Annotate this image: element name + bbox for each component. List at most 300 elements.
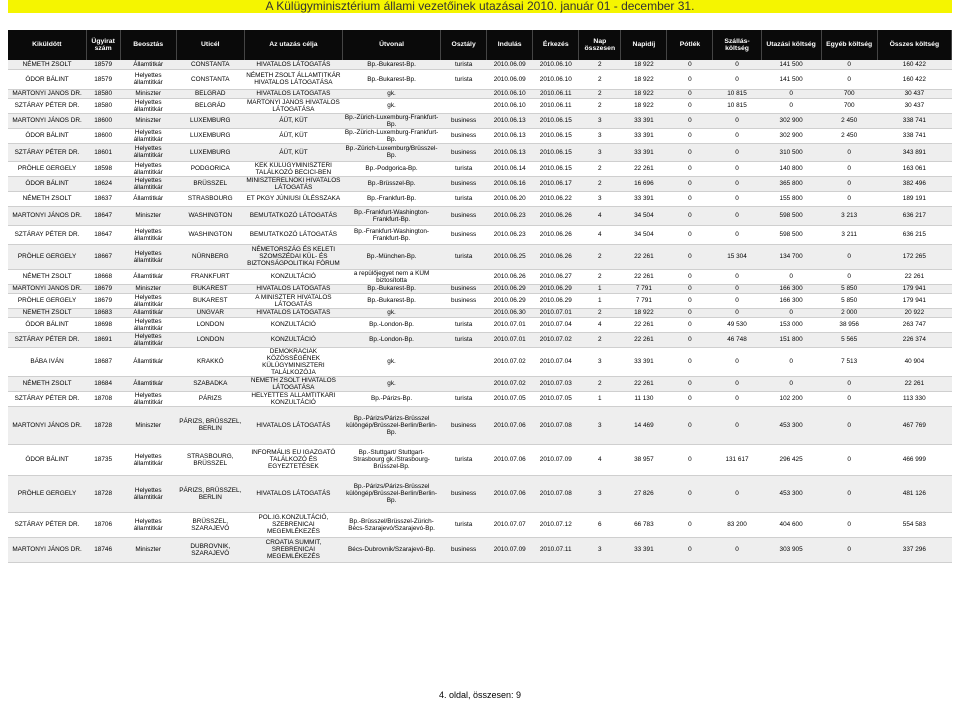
table-cell: 160 422 bbox=[877, 69, 951, 89]
table-cell: turista bbox=[441, 512, 487, 537]
table-cell: MARTONYI JÁNOS DR. bbox=[8, 406, 86, 444]
table-cell: 2010.06.13 bbox=[487, 143, 533, 161]
table-cell: Államtitkár bbox=[120, 191, 176, 206]
table-cell: 338 741 bbox=[877, 113, 951, 128]
table-cell: 18624 bbox=[86, 176, 120, 191]
table-cell: 0 bbox=[713, 225, 761, 244]
table-cell: 2010.06.14 bbox=[487, 161, 533, 176]
table-cell: 598 500 bbox=[761, 206, 821, 225]
table-cell: 22 261 bbox=[621, 244, 667, 269]
table-cell: gk. bbox=[342, 89, 440, 98]
table-cell: MARTONYI JÁNOS DR. bbox=[8, 89, 86, 98]
table-cell: 33 391 bbox=[621, 537, 667, 562]
table-cell: 18600 bbox=[86, 113, 120, 128]
table-cell: 18679 bbox=[86, 293, 120, 308]
table-cell: HIVATALOS LÁTOGATÁS bbox=[244, 60, 342, 69]
table-cell: 33 391 bbox=[621, 347, 667, 376]
table-cell: BELGRÁD bbox=[176, 98, 244, 113]
table-cell: business bbox=[441, 225, 487, 244]
table-cell: A MINISZTER HIVATALOS LÁTOGATÁS bbox=[244, 293, 342, 308]
table-cell bbox=[441, 98, 487, 113]
table-cell: LONDON bbox=[176, 317, 244, 332]
table-cell: 18580 bbox=[86, 89, 120, 98]
table-cell: 0 bbox=[713, 161, 761, 176]
column-header: Egyéb költség bbox=[821, 30, 877, 60]
table-cell: 153 000 bbox=[761, 317, 821, 332]
table-cell: Államtitkár bbox=[120, 376, 176, 391]
table-cell: 2010.07.06 bbox=[487, 406, 533, 444]
table-cell: Helyettes államtitkár bbox=[120, 98, 176, 113]
table-cell: Helyettes államtitkár bbox=[120, 512, 176, 537]
table-cell: 2010.07.02 bbox=[487, 347, 533, 376]
table-cell: 0 bbox=[713, 191, 761, 206]
table-cell: HIVATALOS LÁTOGATÁS bbox=[244, 406, 342, 444]
column-header: Beosztás bbox=[120, 30, 176, 60]
table-cell: 18683 bbox=[86, 308, 120, 317]
table-cell: 0 bbox=[667, 308, 713, 317]
table-cell: 34 504 bbox=[621, 225, 667, 244]
table-cell: 18684 bbox=[86, 376, 120, 391]
table-cell: 22 261 bbox=[621, 269, 667, 284]
table-cell: 3 bbox=[579, 475, 621, 512]
table-cell: 0 bbox=[667, 176, 713, 191]
table-cell: MARTONYI JÁNOS DR. bbox=[8, 113, 86, 128]
table-cell: 18600 bbox=[86, 128, 120, 143]
table-cell: 2010.06.20 bbox=[487, 191, 533, 206]
table-cell: 5 850 bbox=[821, 284, 877, 293]
table-cell: Bécs-Dubrovnik/Szarajevó-Bp. bbox=[342, 537, 440, 562]
table-cell: KONZULTÁCIÓ bbox=[244, 332, 342, 347]
table-cell: 0 bbox=[667, 317, 713, 332]
table-cell: ÓDOR BÁLINT bbox=[8, 128, 86, 143]
table-cell: 2010.06.13 bbox=[487, 128, 533, 143]
table-cell: 2010.06.26 bbox=[533, 225, 579, 244]
table-cell: 263 747 bbox=[877, 317, 951, 332]
table-cell: Helyettes államtitkár bbox=[120, 475, 176, 512]
table-cell: 5 850 bbox=[821, 293, 877, 308]
table-cell: PRÖHLE GERGELY bbox=[8, 161, 86, 176]
table-cell: 18579 bbox=[86, 60, 120, 69]
table-cell: a repülőjegyet nem a KÜM biztosította bbox=[342, 269, 440, 284]
table-cell: BEMUTATKOZÓ LÁTOGATÁS bbox=[244, 225, 342, 244]
table-cell: 4 bbox=[579, 206, 621, 225]
table-cell: 38 957 bbox=[621, 444, 667, 475]
table-cell: 0 bbox=[821, 191, 877, 206]
column-header: Az utazás célja bbox=[244, 30, 342, 60]
table-cell: 0 bbox=[667, 60, 713, 69]
table-cell: 0 bbox=[667, 347, 713, 376]
table-cell: turista bbox=[441, 191, 487, 206]
table-cell: 2010.06.22 bbox=[533, 191, 579, 206]
table-cell: 0 bbox=[713, 308, 761, 317]
table-cell: MARTONYI JÁNOS HIVATALOS LÁTOGATÁSA bbox=[244, 98, 342, 113]
table-cell: gk. bbox=[342, 376, 440, 391]
table-cell: turista bbox=[441, 60, 487, 69]
table-cell: turista bbox=[441, 161, 487, 176]
table-cell: 134 700 bbox=[761, 244, 821, 269]
table-row bbox=[8, 113, 952, 128]
column-header: Szállás-költség bbox=[713, 30, 761, 60]
table-cell: 179 941 bbox=[877, 284, 951, 293]
table-cell: Helyettes államtitkár bbox=[120, 176, 176, 191]
table-cell: 7 791 bbox=[621, 284, 667, 293]
table-cell: NÉMETH ZSOLT ÁLLAMTITKÁR HIVATALOS LÁTOGATÁSA bbox=[244, 69, 342, 89]
table-cell: DEMOKRÁCIÁK KÖZÖSSÉGÉNEK KÜLÜGYMINISZTERI TALÁLKOZÓJA bbox=[244, 347, 342, 376]
table-cell: 2 bbox=[579, 98, 621, 113]
table-cell: Helyettes államtitkár bbox=[120, 391, 176, 406]
table-cell: 2010.07.01 bbox=[533, 308, 579, 317]
table-cell: 11 130 bbox=[621, 391, 667, 406]
table-cell: Bp.-Zürich-Luxemburg/Brüsszel-Bp. bbox=[342, 143, 440, 161]
table-cell: BRÜSSZEL, SZARAJEVÓ bbox=[176, 512, 244, 537]
table-cell: 0 bbox=[713, 376, 761, 391]
table-row bbox=[8, 512, 952, 537]
table-cell: 2010.06.16 bbox=[487, 176, 533, 191]
table-cell: NÉMETH ZSOLT bbox=[8, 376, 86, 391]
table-cell: PRÖHLE GERGELY bbox=[8, 244, 86, 269]
table-cell: 2010.06.23 bbox=[487, 206, 533, 225]
table-cell: 0 bbox=[667, 98, 713, 113]
table-cell: 0 bbox=[761, 347, 821, 376]
table-cell: Bp.-London-Bp. bbox=[342, 332, 440, 347]
table-cell: gk. bbox=[342, 347, 440, 376]
table-cell: BÁBA IVÁN bbox=[8, 347, 86, 376]
table-cell: MARTONYI JÁNOS DR. bbox=[8, 206, 86, 225]
table-cell: LUXEMBURG bbox=[176, 128, 244, 143]
table-cell: Miniszter bbox=[120, 206, 176, 225]
table-cell: 0 bbox=[667, 143, 713, 161]
table-cell: SZTÁRAY PÉTER DR. bbox=[8, 143, 86, 161]
table-row bbox=[8, 161, 952, 176]
table-cell: Államtitkár bbox=[120, 60, 176, 69]
table-cell: 18647 bbox=[86, 206, 120, 225]
table-cell bbox=[441, 347, 487, 376]
table-cell: 30 437 bbox=[877, 89, 951, 98]
table-cell bbox=[441, 376, 487, 391]
table-cell: Helyettes államtitkár bbox=[120, 332, 176, 347]
table-cell: 1 bbox=[579, 293, 621, 308]
table-cell: 302 900 bbox=[761, 113, 821, 128]
table-cell: NÉMETH ZSOLT bbox=[8, 269, 86, 284]
table-row bbox=[8, 60, 952, 69]
table-cell: 0 bbox=[667, 191, 713, 206]
table-cell: 2010.07.02 bbox=[533, 332, 579, 347]
table-cell: 0 bbox=[713, 284, 761, 293]
table-cell: 3 bbox=[579, 113, 621, 128]
table-cell: 296 425 bbox=[761, 444, 821, 475]
table-cell: ÓDOR BÁLINT bbox=[8, 69, 86, 89]
table-cell: 453 300 bbox=[761, 475, 821, 512]
table-cell: 0 bbox=[713, 293, 761, 308]
table-cell: ÓDOR BÁLINT bbox=[8, 317, 86, 332]
table-row bbox=[8, 89, 952, 98]
column-header: Érkezés bbox=[533, 30, 579, 60]
table-cell: Helyettes államtitkár bbox=[120, 161, 176, 176]
table-cell: ET PKGY JÚNIUSI ÜLÉSSZAKA bbox=[244, 191, 342, 206]
table-cell: BEMUTATKOZÓ LÁTOGATÁS bbox=[244, 206, 342, 225]
table-cell: 0 bbox=[667, 537, 713, 562]
table-cell: 0 bbox=[761, 269, 821, 284]
table-cell: 0 bbox=[761, 98, 821, 113]
table-cell: 2 bbox=[579, 69, 621, 89]
table-cell: Államtitkár bbox=[120, 269, 176, 284]
table-cell: ÓDOR BÁLINT bbox=[8, 444, 86, 475]
table-cell: 2010.06.15 bbox=[533, 128, 579, 143]
table-cell: 6 bbox=[579, 512, 621, 537]
table-cell: 102 200 bbox=[761, 391, 821, 406]
table-cell: Miniszter bbox=[120, 537, 176, 562]
table-cell: 7 513 bbox=[821, 347, 877, 376]
table-cell: 0 bbox=[667, 89, 713, 98]
table-cell: 16 696 bbox=[621, 176, 667, 191]
table-cell: MARTONYI JÁNOS DR. bbox=[8, 284, 86, 293]
table-cell: turista bbox=[441, 317, 487, 332]
table-cell: 0 bbox=[713, 391, 761, 406]
table-cell: Bp.-Brüsszel-Bp. bbox=[342, 176, 440, 191]
travel-table bbox=[8, 30, 952, 563]
table-cell: business bbox=[441, 406, 487, 444]
table-cell: LUXEMBURG bbox=[176, 143, 244, 161]
table-cell: Bp.-Zürich-Luxemburg-Frankfurt-Bp. bbox=[342, 128, 440, 143]
table-cell: STRASBOURG bbox=[176, 191, 244, 206]
table-cell: KONZULTÁCIÓ bbox=[244, 269, 342, 284]
column-header: Nap összesen bbox=[579, 30, 621, 60]
table-cell: ÁÜT, KÜT bbox=[244, 128, 342, 143]
table-cell: Helyettes államtitkár bbox=[120, 143, 176, 161]
table-cell: Miniszter bbox=[120, 113, 176, 128]
table-cell: 0 bbox=[713, 537, 761, 562]
table-cell: ÁÜT, KÜT bbox=[244, 143, 342, 161]
table-cell: INFORMÁLIS EU IGAZGATÓ TALÁLKOZÓ ÉS EGYEZTETÉSEK bbox=[244, 444, 342, 475]
table-cell: 0 bbox=[667, 376, 713, 391]
document-title: A Külügyminisztérium állami vezetőinek utazásai 2010. január 01 - december 31. bbox=[8, 0, 952, 13]
column-header: Napidíj bbox=[621, 30, 667, 60]
table-cell: 2010.07.04 bbox=[533, 347, 579, 376]
table-cell: 2010.06.29 bbox=[487, 293, 533, 308]
table-cell: Helyettes államtitkár bbox=[120, 128, 176, 143]
table-cell: 22 261 bbox=[621, 376, 667, 391]
table-cell: Államtitkár bbox=[120, 347, 176, 376]
table-cell: 18698 bbox=[86, 317, 120, 332]
table-cell: 0 bbox=[667, 206, 713, 225]
table-cell: 2010.06.15 bbox=[533, 113, 579, 128]
table-cell: 0 bbox=[713, 69, 761, 89]
table-cell: NÉMETH ZSOLT HIVATALOS LÁTOGATÁSA bbox=[244, 376, 342, 391]
table-cell: 2010.07.11 bbox=[533, 537, 579, 562]
table-cell: 338 741 bbox=[877, 128, 951, 143]
table-cell: 0 bbox=[667, 161, 713, 176]
table-cell: 18687 bbox=[86, 347, 120, 376]
table-cell: HIVATALOS LÁTOGATÁS bbox=[244, 475, 342, 512]
table-cell: STRASBOURG, BRÜSSZEL bbox=[176, 444, 244, 475]
table-cell bbox=[441, 269, 487, 284]
table-cell: 382 496 bbox=[877, 176, 951, 191]
table-cell: 18691 bbox=[86, 332, 120, 347]
table-cell: Bp.-London-Bp. bbox=[342, 317, 440, 332]
table-cell: 0 bbox=[667, 332, 713, 347]
table-cell: 0 bbox=[821, 444, 877, 475]
table-cell: 2 bbox=[579, 376, 621, 391]
table-cell: 0 bbox=[667, 284, 713, 293]
table-cell: Bp.-Bukarest-Bp. bbox=[342, 284, 440, 293]
table-row bbox=[8, 308, 952, 317]
table-cell: 0 bbox=[821, 161, 877, 176]
table-cell: 404 600 bbox=[761, 512, 821, 537]
table-row bbox=[8, 225, 952, 244]
table-cell: 365 800 bbox=[761, 176, 821, 191]
table-cell: 18728 bbox=[86, 406, 120, 444]
table-cell: SZTÁRAY PÉTER DR. bbox=[8, 512, 86, 537]
table-row bbox=[8, 206, 952, 225]
table-row bbox=[8, 69, 952, 89]
table-cell: 18 922 bbox=[621, 308, 667, 317]
table-cell: BUKAREST bbox=[176, 284, 244, 293]
table-cell: 3 bbox=[579, 191, 621, 206]
table-cell: 0 bbox=[713, 206, 761, 225]
table-cell: 18 922 bbox=[621, 98, 667, 113]
table-cell: 2010.07.09 bbox=[487, 537, 533, 562]
table-cell: 0 bbox=[713, 128, 761, 143]
table-cell: 15 304 bbox=[713, 244, 761, 269]
table-cell: 0 bbox=[713, 475, 761, 512]
table-cell: 2010.06.09 bbox=[487, 69, 533, 89]
table-cell: Bp.-Bukarest-Bp. bbox=[342, 293, 440, 308]
table-cell: SZABADKA bbox=[176, 376, 244, 391]
table-cell: 2010.07.08 bbox=[533, 475, 579, 512]
table-cell: 2010.06.27 bbox=[533, 269, 579, 284]
table-cell: 18 922 bbox=[621, 60, 667, 69]
table-cell: 2 450 bbox=[821, 113, 877, 128]
table-cell: 0 bbox=[667, 444, 713, 475]
table-cell: 2010.06.30 bbox=[487, 308, 533, 317]
table-cell: 2010.07.05 bbox=[533, 391, 579, 406]
table-cell: SZTÁRAY PÉTER DR. bbox=[8, 332, 86, 347]
table-cell: NÜRNBERG bbox=[176, 244, 244, 269]
table-row bbox=[8, 176, 952, 191]
table-row bbox=[8, 284, 952, 293]
column-header: Pótlék bbox=[667, 30, 713, 60]
table-cell: HIVATALOS LÁTOGATÁS bbox=[244, 284, 342, 293]
column-header: Összes költség bbox=[877, 30, 951, 60]
table-cell: 0 bbox=[821, 376, 877, 391]
table-cell: 0 bbox=[667, 512, 713, 537]
table-cell: MINISZTERELNÖKI HIVATALOS LÁTOGATÁS bbox=[244, 176, 342, 191]
table-cell: PODGORICA bbox=[176, 161, 244, 176]
table-cell: 2010.06.11 bbox=[533, 98, 579, 113]
table-cell: turista bbox=[441, 391, 487, 406]
table-cell: business bbox=[441, 284, 487, 293]
table-cell: 0 bbox=[713, 176, 761, 191]
table-cell: 1 bbox=[579, 391, 621, 406]
table-cell: business bbox=[441, 293, 487, 308]
table-cell: NÉMETORSZÁG ÉS KELETI SZOMSZÉDAI KÜL- ÉS BIZTONSÁGPOLITIKAI FÓRUM bbox=[244, 244, 342, 269]
table-cell: PRÖHLE GERGELY bbox=[8, 475, 86, 512]
column-header: Kiküldött bbox=[8, 30, 86, 60]
table-row bbox=[8, 98, 952, 113]
table-cell: 0 bbox=[713, 347, 761, 376]
table-row bbox=[8, 317, 952, 332]
table-cell: 33 391 bbox=[621, 128, 667, 143]
table-cell: 10 815 bbox=[713, 89, 761, 98]
table-cell: UNGVÁR bbox=[176, 308, 244, 317]
table-cell bbox=[441, 89, 487, 98]
table-cell: 3 bbox=[579, 143, 621, 161]
table-cell: 141 500 bbox=[761, 69, 821, 89]
table-cell: Bp.-Brüsszel/Brüsszel-Zürich-Bécs-Szarajevó/Szarajevó-Bp. bbox=[342, 512, 440, 537]
table-cell: WASHINGTON bbox=[176, 225, 244, 244]
table-cell: 14 469 bbox=[621, 406, 667, 444]
table-cell: 22 261 bbox=[621, 161, 667, 176]
table-cell: 2010.07.06 bbox=[487, 444, 533, 475]
table-cell: 2010.06.26 bbox=[533, 244, 579, 269]
table-cell: 4 bbox=[579, 444, 621, 475]
table-row bbox=[8, 475, 952, 512]
table-cell: 2010.06.26 bbox=[487, 269, 533, 284]
table-cell: 179 941 bbox=[877, 293, 951, 308]
table-cell: 2010.06.10 bbox=[487, 89, 533, 98]
table-cell: 22 261 bbox=[877, 376, 951, 391]
table-cell: 2 000 bbox=[821, 308, 877, 317]
column-header: Utazási költség bbox=[761, 30, 821, 60]
table-cell: 302 900 bbox=[761, 128, 821, 143]
table-row bbox=[8, 143, 952, 161]
table-cell: SZTÁRAY PÉTER DR. bbox=[8, 391, 86, 406]
table-cell: 0 bbox=[713, 406, 761, 444]
table-cell: 0 bbox=[667, 113, 713, 128]
table-cell: business bbox=[441, 475, 487, 512]
table-cell: 0 bbox=[761, 376, 821, 391]
table-cell: 700 bbox=[821, 98, 877, 113]
table-header-row bbox=[8, 30, 952, 60]
table-cell: 18 922 bbox=[621, 89, 667, 98]
page-footer: 4. oldal, összesen: 9 bbox=[438, 690, 522, 700]
table-cell: BRÜSSZEL bbox=[176, 176, 244, 191]
column-header: Osztály bbox=[441, 30, 487, 60]
table-cell: 0 bbox=[821, 512, 877, 537]
table-cell: 18746 bbox=[86, 537, 120, 562]
table-cell: 160 422 bbox=[877, 60, 951, 69]
table-cell: Bp.-Frankfurt-Washington-Frankfurt-Bp. bbox=[342, 225, 440, 244]
table-cell: 18708 bbox=[86, 391, 120, 406]
table-cell: 34 504 bbox=[621, 206, 667, 225]
table-cell: 66 783 bbox=[621, 512, 667, 537]
table-cell: 2010.07.03 bbox=[533, 376, 579, 391]
table-cell: 2010.07.05 bbox=[487, 391, 533, 406]
table-cell: 0 bbox=[667, 406, 713, 444]
table-cell: 22 261 bbox=[621, 332, 667, 347]
table-cell: Miniszter bbox=[120, 406, 176, 444]
table-cell: 2010.07.02 bbox=[487, 376, 533, 391]
table-cell: 1 bbox=[579, 284, 621, 293]
table-cell: 2 bbox=[579, 176, 621, 191]
table-cell: Helyettes államtitkár bbox=[120, 317, 176, 332]
table-cell: 2010.07.12 bbox=[533, 512, 579, 537]
table-cell: Bp.-Zürich-Luxemburg-Frankfurt-Bp. bbox=[342, 113, 440, 128]
table-cell: Helyettes államtitkár bbox=[120, 69, 176, 89]
table-cell: 18728 bbox=[86, 475, 120, 512]
table-cell: 2010.07.01 bbox=[487, 317, 533, 332]
table-cell: NÉMETH ZSOLT bbox=[8, 191, 86, 206]
table-row bbox=[8, 293, 952, 308]
table-cell: CONSTANTA bbox=[176, 69, 244, 89]
column-header: Uticél bbox=[176, 30, 244, 60]
table-cell: 0 bbox=[667, 293, 713, 308]
table-cell: 2010.06.10 bbox=[533, 69, 579, 89]
table-cell: 2010.06.10 bbox=[487, 98, 533, 113]
column-header: Útvonal bbox=[342, 30, 440, 60]
table-cell: 18598 bbox=[86, 161, 120, 176]
table-cell: WASHINGTON bbox=[176, 206, 244, 225]
